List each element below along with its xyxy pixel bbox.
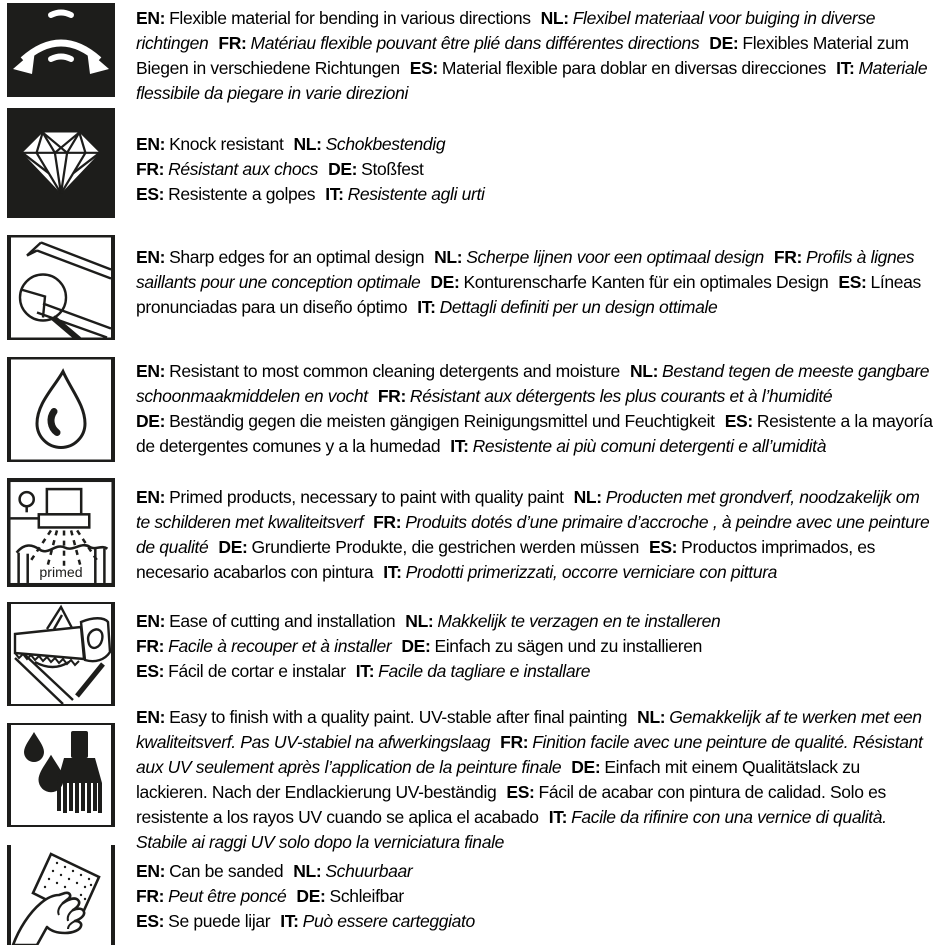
icon-box — [7, 723, 115, 827]
primed-spray-icon — [7, 478, 115, 587]
lang-label: DE: — [328, 159, 358, 179]
lang-label: FR: — [218, 33, 247, 53]
icon-box — [7, 357, 115, 462]
lang-text: Produits dotés d’une primaire d’accroche , à peindre avec une peinture de qualité — [136, 512, 930, 557]
lang-text: Stoßfest — [361, 159, 424, 179]
lang-text: Knock resistant — [169, 134, 284, 154]
lang-label: NL: — [573, 487, 602, 507]
feature-row-2 — [7, 108, 933, 218]
feature-text — [136, 359, 933, 459]
lang-text: Fácil de acabar con pintura de calidad. Solo es resistente a los rayos UV cuando se aplica el acabado — [136, 782, 886, 827]
lang-text: Facile da tagliare e installare — [378, 661, 591, 681]
feature-text — [136, 132, 933, 207]
lang-label: EN: — [136, 134, 166, 154]
lang-label: IT: — [383, 562, 402, 582]
feature-text — [136, 859, 933, 934]
lang-text: Matériau flexible pouvant être plié dans différentes directions — [250, 33, 700, 53]
lang-text: Sharp edges for an optimal design — [169, 247, 425, 267]
lang-label: NL: — [434, 247, 463, 267]
lang-text: Se puede lijar — [168, 911, 271, 931]
lang-label: FR: — [136, 886, 165, 906]
lang-label: DE: — [136, 411, 166, 431]
feature-row-5 — [7, 478, 933, 587]
lang-label: DE: — [296, 886, 326, 906]
lang-text: Konturenscharfe Kanten für ein optimales Design — [463, 272, 829, 292]
feature-row-6 — [7, 602, 933, 706]
lang-text: Materiale flessibile da piegare in varie direzioni — [136, 58, 928, 103]
lang-text: Resistente a la mayoría de detergentes comunes y a la humedad — [136, 411, 933, 456]
lang-text: Material flexible para doblar en diversas direcciones — [441, 58, 827, 78]
lang-text: Einfach zu sägen und zu installieren — [434, 636, 703, 656]
feature-row-7 — [7, 705, 933, 855]
lang-text: Scherpe lijnen voor een optimaal design — [466, 247, 764, 267]
feature-text — [136, 6, 933, 106]
lang-label: NL: — [293, 861, 322, 881]
lang-label: IT: — [548, 807, 568, 827]
lang-text: Prodotti primerizzati, occorre verniciare con pittura — [405, 562, 778, 582]
lang-label: FR: — [773, 247, 802, 267]
lang-text: Facile à recouper et à installer — [168, 636, 392, 656]
lang-label: ES: — [409, 58, 438, 78]
lang-label: NL: — [293, 134, 322, 154]
feature-row-3 — [7, 235, 933, 340]
lang-label: FR: — [373, 512, 402, 532]
feature-row-4 — [7, 357, 933, 462]
lang-label: EN: — [136, 487, 166, 507]
lang-text: Líneas pronunciadas para un diseño óptimo — [136, 272, 921, 317]
feature-text — [136, 705, 933, 855]
lang-label: NL: — [629, 361, 659, 381]
lang-label: EN: — [136, 861, 166, 881]
lang-label: ES: — [724, 411, 753, 431]
lang-label: ES: — [506, 782, 535, 802]
feature-row-8 — [7, 845, 933, 945]
lang-text: Primed products, necessary to paint with quality paint — [169, 487, 564, 507]
lang-label: IT: — [325, 184, 344, 204]
lang-label: FR: — [377, 386, 406, 406]
lang-label: ES: — [136, 184, 165, 204]
lang-label: IT: — [450, 436, 469, 456]
icon-box — [7, 235, 115, 340]
lang-text: Flexible material for bending in various directions — [169, 8, 531, 28]
lang-label: NL: — [405, 611, 434, 631]
lang-text: Grundierte Produkte, die gestrichen werden müssen — [251, 537, 640, 557]
feature-row-1 — [7, 3, 933, 106]
icon-box — [7, 478, 115, 587]
icon-box — [7, 845, 115, 945]
lang-text: Bestand tegen de meeste gangbare schoonmaakmiddelen en vocht — [136, 361, 930, 406]
saw-cutting-icon — [7, 602, 115, 706]
lang-text: Ease of cutting and installation — [169, 611, 396, 631]
lang-text: Resistente a golpes — [168, 184, 316, 204]
lang-label: NL: — [540, 8, 569, 28]
icon-box — [7, 3, 115, 97]
moisture-droplet-icon — [7, 357, 115, 462]
lang-text: Profils à lignes saillants pour une conception optimale — [136, 247, 915, 292]
lang-label: DE: — [571, 757, 601, 777]
lang-label: NL: — [637, 707, 666, 727]
feature-text — [136, 485, 933, 585]
lang-label: DE: — [218, 537, 248, 557]
flexible-arrows-icon — [7, 3, 115, 97]
lang-label: EN: — [136, 8, 166, 28]
sanding-hand-icon — [7, 845, 115, 945]
lang-text: Peut être poncé — [168, 886, 287, 906]
lang-label: IT: — [417, 297, 436, 317]
lang-text: Producten met grondverf, noodzakelijk om te schilderen met kwaliteitsverf — [136, 487, 920, 532]
paint-brush-drops-icon — [7, 723, 115, 827]
lang-label: DE: — [430, 272, 460, 292]
lang-text: Resistente agli urti — [347, 184, 485, 204]
lang-text: Finition facile avec une peinture de qualité. Résistant aux UV seulement après l’application de la peinture finale — [136, 732, 923, 777]
lang-label: DE: — [709, 33, 739, 53]
sharp-edges-icon — [7, 235, 115, 340]
lang-text: Résistant aux chocs — [168, 159, 319, 179]
lang-label: EN: — [136, 707, 166, 727]
lang-text: Gemakkelijk af te werken met een kwaliteitsverf. Pas UV-stabiel na afwerkingslaag — [136, 707, 922, 752]
lang-label: EN: — [136, 247, 166, 267]
icon-box — [7, 602, 115, 706]
lang-text: Productos imprimados, es necesario acabarlos con pintura — [136, 537, 876, 582]
lang-label: ES: — [838, 272, 867, 292]
feature-text — [136, 245, 933, 320]
lang-text: Einfach mit einem Qualitätslack zu lackieren. Nach der Endlackierung UV-beständig — [136, 757, 860, 802]
lang-text: Schuurbaar — [325, 861, 413, 881]
lang-text: Resistente ai più comuni detergenti e all’umidità — [472, 436, 827, 456]
lang-text: Beständig gegen die meisten gängigen Reinigungsmittel und Feuchtigkeit — [169, 411, 715, 431]
lang-label: EN: — [136, 611, 166, 631]
lang-text: Résistant aux détergents les plus courants et à l’humidité — [409, 386, 833, 406]
icon-box — [7, 108, 115, 218]
diamond-knock-resistant-icon — [7, 108, 115, 218]
lang-label: FR: — [136, 159, 165, 179]
lang-label: ES: — [649, 537, 678, 557]
primed-label: primed — [39, 563, 83, 580]
lang-text: Schokbestendig — [325, 134, 446, 154]
lang-text: Schleifbar — [329, 886, 404, 906]
lang-label: FR: — [500, 732, 529, 752]
lang-text: Can be sanded — [169, 861, 284, 881]
lang-text: Flexibles Material zum Biegen in verschiedene Richtungen — [136, 33, 909, 78]
lang-text: Fácil de cortar e instalar — [168, 661, 346, 681]
feature-text — [136, 609, 933, 684]
lang-label: ES: — [136, 661, 165, 681]
lang-label: IT: — [355, 661, 375, 681]
lang-text: Flexibel materiaal voor buiging in diverse richtingen — [136, 8, 876, 53]
lang-label: DE: — [401, 636, 431, 656]
lang-label: FR: — [136, 636, 165, 656]
lang-text: Dettagli definiti per un design ottimale — [439, 297, 718, 317]
lang-text: Facile da rifinire con una vernice di qualità. Stabile ai raggi UV solo dopo la verniciatura finale — [136, 807, 887, 852]
lang-label: EN: — [136, 361, 166, 381]
lang-text: Makkelijk te verzagen en te installeren — [437, 611, 721, 631]
lang-label: ES: — [136, 911, 165, 931]
lang-text: Può essere carteggiato — [302, 911, 475, 931]
lang-label: IT: — [280, 911, 299, 931]
lang-text: Easy to finish with a quality paint. UV-stable after final painting — [169, 707, 628, 727]
lang-text: Resistant to most common cleaning detergents and moisture — [169, 361, 620, 381]
lang-label: IT: — [836, 58, 855, 78]
